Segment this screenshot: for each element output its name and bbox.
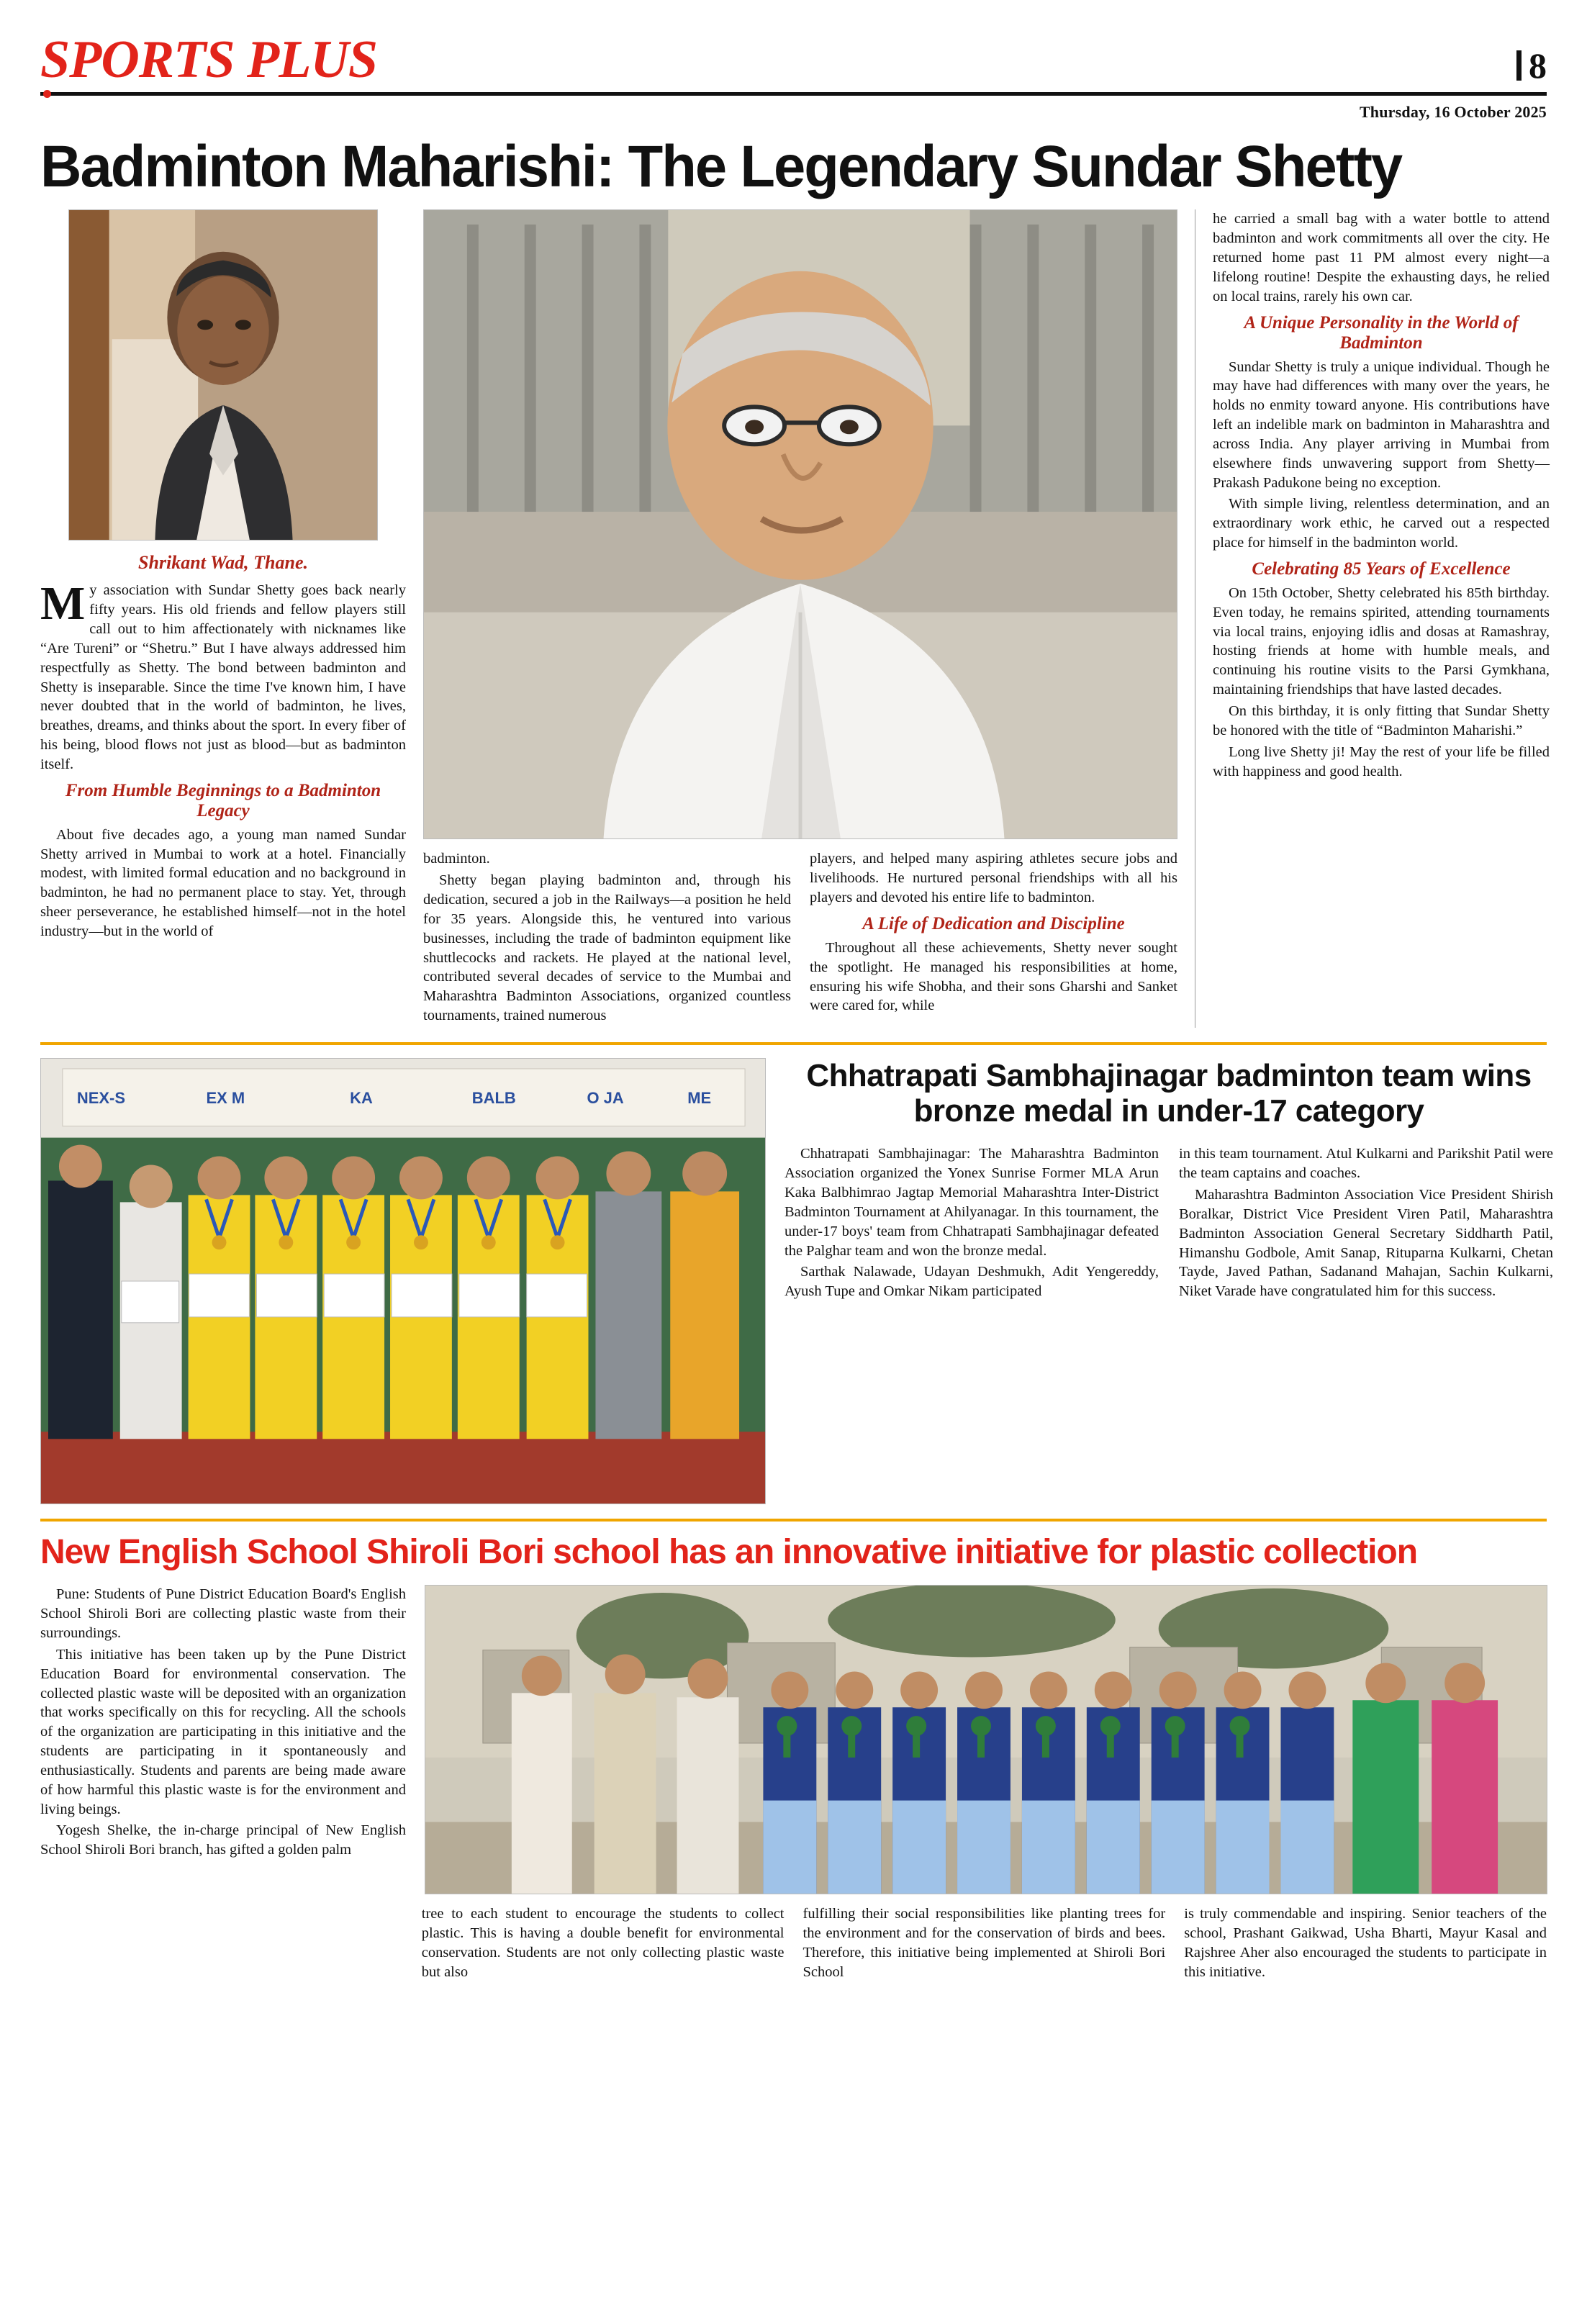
masthead-date: Thursday, 16 October 2025 [1359,103,1547,122]
lead-story-grid [40,209,1550,1028]
story-2 [40,1057,1553,1504]
story-3-bottom [40,1904,1547,1984]
lead-column-2-3 [423,209,1177,1028]
paragraph: Maharashtra Badminton Association Vice President Shirish Boralkar, District Vice President Viren Patil, Maharashtra Badminton Association General Secretary Siddharth Patil, Himanshu Godbole, Amit Sanap, Rituparna Kulkarni, Chetan Tayde, Javed Pathan, Sadanand Mahajan, Sachin Kulkarni, Niket Varade have congratulated him for this success. [1179,1187,1553,1300]
page-number-group [1516,45,1547,86]
paragraph: Pune: Students of Pune District Education Board's English School Shiroli Bori are collecting plastic waste from their surroundings. [40,1586,406,1641]
masthead-title: SPORTS PLUS [40,30,378,89]
lead-col3-text [810,849,1177,1028]
paragraph: players, and helped many aspiring athletes secure jobs and livelihoods. He nurtured personal friendships with all his players and devoted his entire life to badminton. [810,851,1177,905]
paragraph: is truly commendable and inspiring. Senior teachers of the school, Prashant Gaikwad, Usha Bharti, Mayur Kasal and Rajshree Aher also encouraged the students to participate in this initiative. [1184,1906,1547,1980]
section-divider-2 [40,1519,1547,1522]
svg-text:BALB: BALB [471,1088,516,1107]
paragraph: On this birthday, it is only fitting that Sundar Shetty be honored with the title of “Badminton Maharishi.” [1213,703,1550,738]
svg-text:KA: KA [350,1088,373,1107]
lead-photo-caption-columns [423,849,1177,1028]
svg-text:NEX-S: NEX-S [76,1088,125,1107]
paragraph: With simple living, relentless determination, and an extraordinary work ethic, he carved out a respected place for himself in the badminton world. [1213,496,1550,551]
paragraph: tree to each student to encourage the students to collect plastic. This is having a double benefit for environmental conservation. Students are not only collecting plastic waste but also [421,1906,785,1980]
paragraph: badminton. [423,851,490,867]
byline: Shrikant Wad, Thane. [137,552,308,574]
paragraph: Sarthak Nalawade, Udayan Deshmukh, Adit Yengereddy, Ayush Tupe and Omkar Nikam participated [785,1264,1159,1300]
svg-text:O JA: O JA [587,1088,624,1107]
lead-subhead-3: A Unique Personality in the World of Badminton [1244,312,1519,353]
page-number: 8 [1529,45,1547,86]
masthead-right [1516,45,1547,86]
lead-headline: Badminton Maharishi: The Legendary Sundar Shetty [40,134,1402,200]
team-photo [40,1058,766,1504]
main-photo [423,209,1177,839]
lead-subhead-1: From Humble Beginnings to a Badminton Legacy [65,780,381,820]
lead-column-1 [40,209,406,1028]
story-2-columns [785,1144,1553,1303]
paragraph: My association with Sundar Shetty goes back nearly fifty years. His old friends and fellow players still call out to him affectionately with nicknames like “Are Tureni” or “Shetru.” But I have always addressed him respectfully as Shetty. The bond between badminton and Shetty is inseparable. Since the time I've known him, I have never doubted that in the world of badminton, he lives, breathes, dreams, and thinks about the sport. In every fiber of his being, blood flows not just as blood—but as badminton itself. [40,577,406,772]
lead-col4-text [1213,209,1550,1028]
paragraph: Yogesh Shelke, the in-charge principal of New English School Shiroli Bori branch, has gifted a golden palm [40,1822,406,1858]
paragraph: in this team tournament. Atul Kulkarni and Parikshit Patil were the team captains and coaches. [1179,1146,1553,1182]
page-number-bar-icon [1516,50,1522,81]
section-divider-1 [40,1042,1547,1045]
lead-subhead-4: Celebrating 85 Years of Excellence [1252,559,1511,579]
svg-text:EX M: EX M [206,1088,245,1107]
paragraph: fulfilling their social responsibilities like planting trees for the environment and for the conservation of birds and bees. Therefore, this initiative being implemented at Shiroli Bori School [802,1906,1166,1980]
paragraph: Throughout all these achievements, Shetty never sought the spotlight. He managed his responsibilities at home, ensuring his wife Shobha, and their sons Gharshi and Sanket were cared for, while [810,939,1177,1014]
lead-subhead-2: A Life of Dedication and Discipline [862,913,1125,933]
story-2-body [785,1058,1553,1504]
paragraph: About five decades ago, a young man named Sundar Shetty arrived in Mumbai to work at a hotel. Financially modest, with limited formal education and no background in badminton, he had no permanent place to stay. Yet, through sheer perseverance, he established himself—not in the hotel industry—but in the world of [40,826,406,939]
portrait-photo [68,209,378,541]
story-2-col1 [785,1144,1159,1303]
masthead-date-row [40,103,1547,122]
story-3-headline: New English School Shiroli Bori school has an innovative initiative for plastic collection [40,1532,1418,1571]
paragraph: On 15th October, Shetty celebrated his 85th birthday. Even today, he remains spirited, attending tournaments via local trains, enjoying idlis and dosas at Ramashray, hosting friends at home with humble meals, and continuing his routine visits to the Parsi Gymkhana, maintaining friendships that have lasted decades. [1213,584,1550,698]
paragraph: Long live Shetty ji! May the rest of your life be filled with happiness and good health. [1213,743,1550,779]
paragraph: he carried a small bag with a water bottle to attend badminton and work commitments all over the city. He returned home past 11 PM almost every night—a lifelong routine! Despite the exhausting days, he relied on local trains, rarely his own car. [1213,211,1550,304]
masthead [40,30,1547,89]
lead-col2-text [423,849,791,1028]
story-3-top [40,1585,1547,1894]
story-2-col2 [1179,1144,1553,1303]
lead-col1-text [40,577,406,941]
svg-text:ME: ME [687,1088,712,1107]
paragraph: This initiative has been taken up by the Pune District Education Board for environmental conservation. The collected plastic waste will be deposited with an organization that works specifically on this for recycling. All the schools of the organization are participating in this initiative and the students are participating in it spontaneously and enthusiastically. Students and parents are being made aware of how harmful this plastic waste is for the environment and living beings. [40,1646,406,1817]
school-photo [425,1585,1547,1894]
paragraph: Shetty began playing badminton and, through his dedication, secured a job in the Railways—a position he held for 35 years. Alongside this, he ventured into various businesses, including the trade of badminton equipment like shuttlecocks and rackets. He played at the national level, contributed several decades of service to the Mumbai and Maharashtra Badminton Associations, organized countless tournaments, trained numerous [423,872,791,1024]
masthead-rule [40,92,1547,96]
story-2-headline: Chhatrapati Sambhajinagar badminton team wins bronze medal in under-17 category [806,1057,1532,1129]
story-3-col3 [803,1904,1166,1984]
story-3-col2 [422,1904,785,1984]
paragraph: Sundar Shetty is truly a unique individual. Though he may have had differences with many over the years, he holds no enmity toward anyone. His contributions have left an indelible mark on badminton in Maharashtra and across India. Any player arriving in Mumbai from elsewhere finds unwavering support from Shetty—Prakash Padukone being no exception. [1213,358,1550,491]
story-3-col4 [1184,1904,1547,1984]
story-3-col1-cont [40,1904,403,1984]
paragraph: Chhatrapati Sambhajinagar: The Maharashtra Badminton Association organized the Yonex Sunrise Former MLA Arun Kaka Balbhimrao Jagtap Memorial Maharashtra Inter-District Badminton Tournament at Ahilyanagar. In this tournament, the under-17 boys' team from Chhatrapati Sambhajinagar defeated the Palghar team and won the bronze medal. [785,1146,1159,1259]
story-3-col1 [40,1585,406,1894]
